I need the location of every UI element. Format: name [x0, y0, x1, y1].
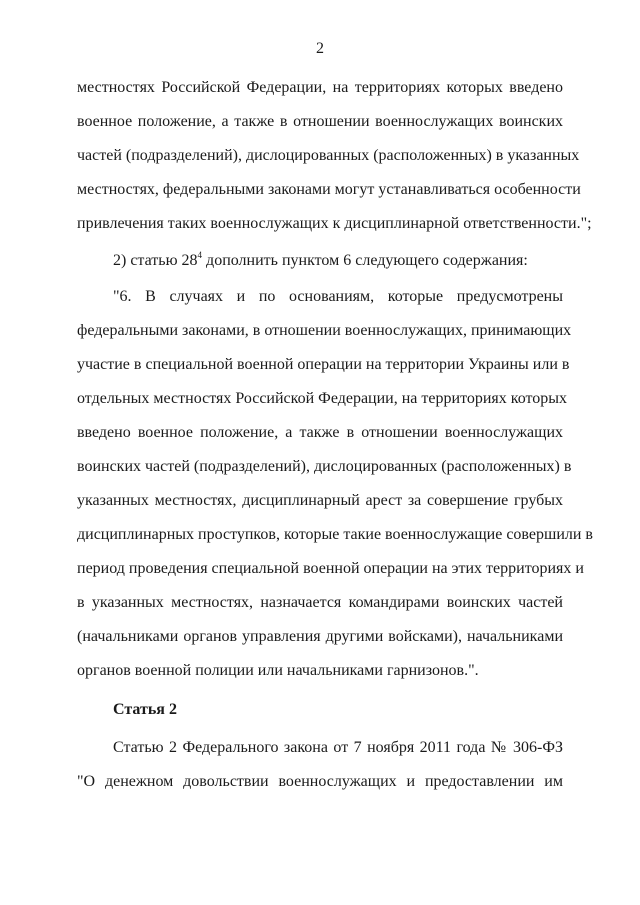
text-line: частей (подразделений), дислоцированных (расположенных) в указанных: [77, 147, 580, 164]
text-line: период проведения специальной военной операции на этих территориях и: [77, 560, 584, 577]
article-heading: Статья 2: [113, 701, 177, 718]
quoted-paragraph-start: [113, 287, 563, 307]
text-line: федеральными законами, в отношении военнослужащих, принимающих: [77, 322, 572, 339]
text-line: указанных местностях, дисциплинарный арест за совершение грубых: [77, 492, 563, 509]
text-line: местностях Российской Федерации, на территориях которых введено: [77, 79, 563, 96]
page-number: 2: [316, 40, 324, 57]
text-line: органов военной полиции или начальниками гарнизонов.".: [77, 662, 479, 679]
item-2-text: 2) статью 28: [113, 252, 198, 269]
text-line: местностях, федеральными законами могут устанавливаться особенности: [77, 181, 581, 198]
text-line: привлечения таких военнослужащих к дисциплинарной ответственности.";: [77, 215, 592, 232]
quote-mark: ": [113, 288, 120, 305]
text-line: введено военное положение, а также в отношении военнослужащих: [77, 424, 563, 441]
item-2-text-rest: дополнить пунктом 6 следующего содержания:: [202, 252, 528, 269]
text-line: "О денежном довольствии военнослужащих и предоставлении им: [77, 773, 563, 790]
text-line: военное положение, а также в отношении военнослужащих воинских: [77, 113, 563, 130]
text-line: дисциплинарных проступков, которые такие военнослужащие совершили в: [77, 526, 593, 543]
text-line: (начальниками органов управления другими войсками), начальниками: [77, 628, 563, 645]
text-line: участие в специальной военной операции на территории Украины или в: [77, 356, 570, 373]
list-item-2: [113, 251, 563, 271]
text-line: Статью 2 Федерального закона от 7 ноября 2011 года № 306-ФЗ: [113, 739, 563, 756]
text-line: 6. В случаях и по основаниям, которые предусмотрены: [119, 288, 563, 305]
text-line: в указанных местностях, назначается командирами воинских частей: [77, 594, 563, 611]
text-line: воинских частей (подразделений), дислоцированных (расположенных) в: [77, 458, 572, 475]
item-2-superscript: 4: [197, 250, 203, 260]
text-line: отдельных местностях Российской Федерации, на территориях которых: [77, 390, 568, 407]
